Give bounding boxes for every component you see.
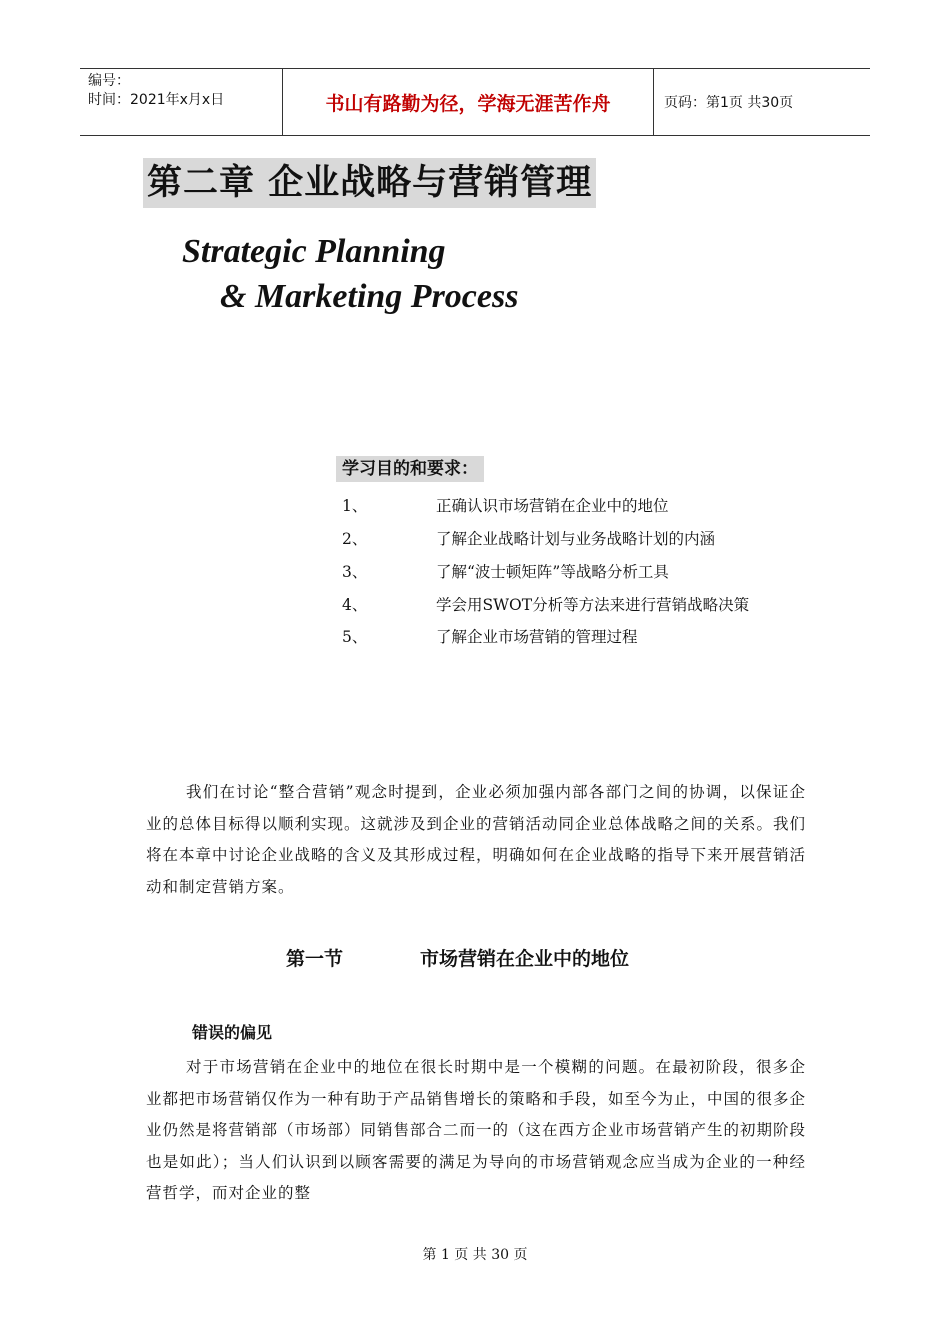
subsection-paragraph: 对于市场营销在企业中的地位在很长时期中是一个模糊的问题。在最初阶段，很多企业都把市场营销仅作为一种有助于产品销售增长的策略和手段，如至今为止，中国的很多企业仍然是将营销部（市场部）同销售部合二而一的（这在西方企业市场营销产生的初期阶段也是如此）；当人们认识到以顾客需要的满足为导向的市场营销观念应当成为企业的一种经营哲学，而对企业的整 xyxy=(146,1058,807,1202)
header-page-info: 页码：第1页 共30页 xyxy=(664,95,794,111)
learning-goals-heading: 学习目的和要求： xyxy=(336,456,484,482)
goal-text: 正确认识市场营销在企业中的地位 xyxy=(436,497,669,515)
goal-number: 2、 xyxy=(342,530,368,548)
goal-number: 5、 xyxy=(342,628,368,646)
intro-paragraph: 我们在讨论“整合营销”观念时提到，企业必须加强内部各部门之间的协调，以保证企业的总体目标得以顺利实现。这就涉及到企业的营销活动同企业总体战略之间的关系。我们将在本章中讨论企业战略的含义及其形成过程，明确如何在企业战略的指导下来开展营销活动和制定营销方案。 xyxy=(146,783,807,896)
goal-text: 了解“波士顿矩阵”等战略分析工具 xyxy=(436,563,669,581)
chapter-title: 第二章 企业战略与营销管理 xyxy=(143,158,596,208)
english-title-line-2: & Marketing Process xyxy=(220,278,519,315)
section-number: 第一节 xyxy=(286,948,344,970)
goal-number: 4、 xyxy=(342,596,368,614)
header-motto: 书山有路勤为径，学海无涯苦作舟 xyxy=(282,69,654,135)
goal-number: 3、 xyxy=(342,563,368,581)
goal-item xyxy=(342,593,749,617)
goal-item xyxy=(342,625,638,649)
document-time-label: 时间：2021年x月x日 xyxy=(88,92,225,108)
goal-text: 了解企业市场营销的管理过程 xyxy=(436,628,638,646)
goal-item xyxy=(342,560,669,584)
goal-text: 学会用SWOT分析等方法来进行营销战略决策 xyxy=(436,596,750,614)
goal-item xyxy=(342,527,715,551)
section-title: 市场营销在企业中的地位 xyxy=(420,948,630,970)
section-heading xyxy=(286,944,629,974)
subsection-title: 错误的偏见 xyxy=(192,1023,273,1042)
header-meta xyxy=(80,69,282,135)
page-footer: 第 1 页 共 30 页 xyxy=(422,1247,528,1263)
goal-item xyxy=(342,494,669,518)
page-header xyxy=(80,68,870,136)
goal-number: 1、 xyxy=(342,497,368,515)
english-title-line-1: Strategic Planning xyxy=(182,233,446,270)
document-number-label: 编号： xyxy=(88,73,130,89)
goal-text: 了解企业战略计划与业务战略计划的内涵 xyxy=(436,530,716,548)
